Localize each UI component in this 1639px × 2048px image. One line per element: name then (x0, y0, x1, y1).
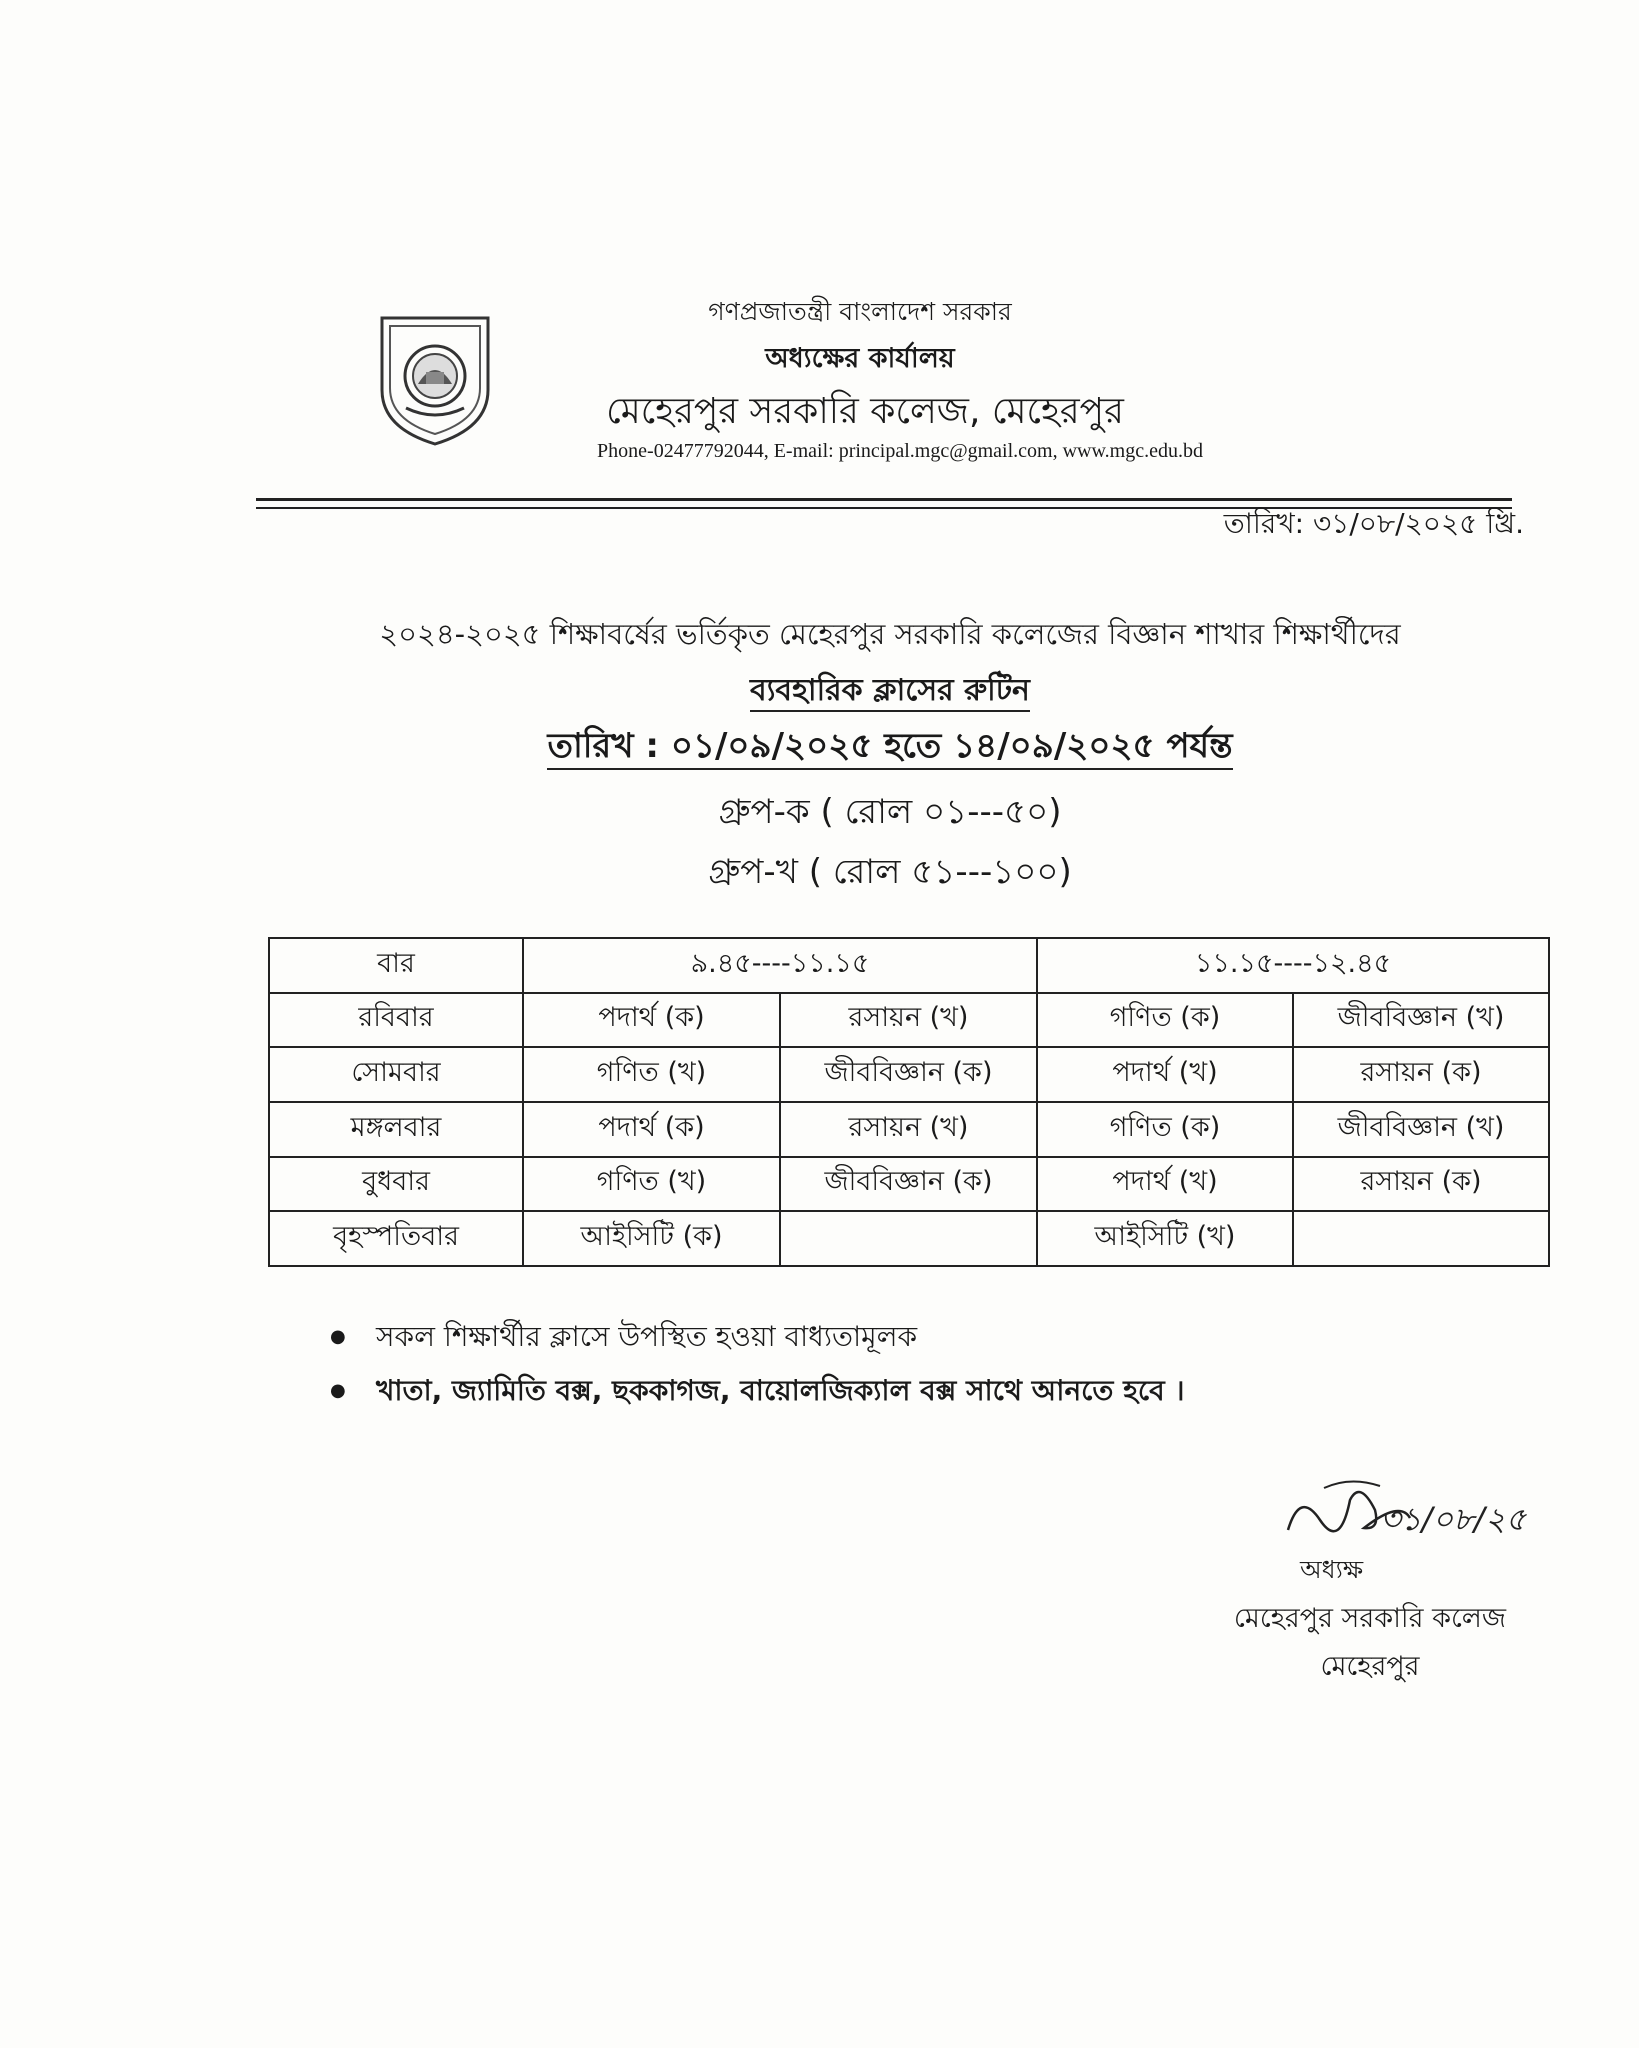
college-name: মেহেরপুর সরকারি কলেজ, মেহেরপুর (606, 391, 1124, 432)
signatory-institution: মেহেরপুর সরকারি কলেজ (1233, 1603, 1507, 1634)
table-cell: জীববিজ্ঞান (খ) (1293, 1102, 1549, 1157)
table-cell: রসায়ন (ক) (1293, 1047, 1549, 1102)
table-row (269, 1211, 1549, 1266)
notice-subject: ২০২৪-২০২৫ শিক্ষাবর্ষের ভর্তিকৃত মেহেরপুর সরকারি কলেজের বিজ্ঞান শাখার শিক্ষার্থীদের (379, 617, 1401, 651)
group-a-label: গ্রুপ-ক ( রোল ০১---৫০) (718, 792, 1062, 832)
issue-date: তারিখ: ৩১/০৮/২০২৫ খ্রি. (1223, 507, 1524, 540)
table-cell: গণিত (খ) (523, 1047, 780, 1102)
signatory-title: অধ্যক্ষ (1300, 1555, 1364, 1584)
day-cell: সোমবার (269, 1047, 523, 1102)
table-cell: পদার্থ (ক) (523, 993, 780, 1048)
day-cell: মঙ্গলবার (269, 1102, 523, 1157)
day-cell: বৃহস্পতিবার (269, 1211, 523, 1266)
table-row (269, 1102, 1549, 1157)
header-day: বার (269, 938, 523, 993)
routine-title-text: ব্যবহারিক ক্লাসের রুটিন (750, 673, 1030, 712)
header-slot-2: ১১.১৫----১২.৪৫ (1037, 938, 1549, 993)
contact-info: Phone-02477792044, E-mail: principal.mgc@gmail.com, www.mgc.edu.bd (597, 440, 1203, 462)
table-cell: আইসিটি (খ) (1037, 1211, 1293, 1266)
table-cell: জীববিজ্ঞান (খ) (1293, 993, 1549, 1048)
signatory-place: মেহেরপুর (1320, 1651, 1420, 1682)
table-cell: জীববিজ্ঞান (ক) (780, 1157, 1037, 1212)
principal-signature (1280, 1470, 1540, 1560)
group-b-label: গ্রুপ-খ ( রোল ৫১---১০০) (708, 852, 1072, 892)
table-header-row (269, 938, 1549, 993)
table-cell: রসায়ন (ক) (1293, 1157, 1549, 1212)
table-cell: পদার্থ (খ) (1037, 1157, 1293, 1212)
table-cell (1293, 1211, 1549, 1266)
table-cell: গণিত (ক) (1037, 1102, 1293, 1157)
list-item: ● খাতা, জ্যামিতি বক্স, ছককাগজ, বায়োলজিক্যাল বক্স সাথে আনতে হবে । (330, 1364, 1480, 1418)
routine-date-range (440, 720, 1340, 777)
table-cell (780, 1211, 1037, 1266)
table-cell: গণিত (খ) (523, 1157, 780, 1212)
government-heading: গণপ্রজাতন্ত্রী বাংলাদেশ সরকার (708, 297, 1012, 326)
college-logo (376, 312, 494, 448)
day-cell: রবিবার (269, 993, 523, 1048)
table-cell: জীববিজ্ঞান (ক) (780, 1047, 1037, 1102)
table-cell: আইসিটি (ক) (523, 1211, 780, 1266)
table-cell: রসায়ন (খ) (780, 1102, 1037, 1157)
signature-date: ৩১/০৮/২৫ (1380, 1500, 1527, 1538)
table-cell: পদার্থ (ক) (523, 1102, 780, 1157)
table-cell: গণিত (ক) (1037, 993, 1293, 1048)
routine-date-range-text: তারিখ : ০১/০৯/২০২৫ হতে ১৪/০৯/২০২৫ পর্যন্ত (547, 726, 1232, 770)
day-cell: বুধবার (269, 1157, 523, 1212)
table-cell: পদার্থ (খ) (1037, 1047, 1293, 1102)
table-cell: রসায়ন (খ) (780, 993, 1037, 1048)
routine-table (268, 937, 1550, 1267)
office-heading: অধ্যক্ষের কার্যালয় (765, 343, 955, 374)
table-row (269, 1157, 1549, 1212)
instruction-list (330, 1310, 1480, 1418)
table-row (269, 993, 1549, 1048)
table-row (269, 1047, 1549, 1102)
header-rule-thick (256, 498, 1512, 501)
list-item: ● সকল শিক্ষার্থীর ক্লাসে উপস্থিত হওয়া বাধ্যতামূলক (330, 1310, 1480, 1364)
header-slot-1: ৯.৪৫----১১.১৫ (523, 938, 1037, 993)
routine-title (580, 666, 1200, 717)
